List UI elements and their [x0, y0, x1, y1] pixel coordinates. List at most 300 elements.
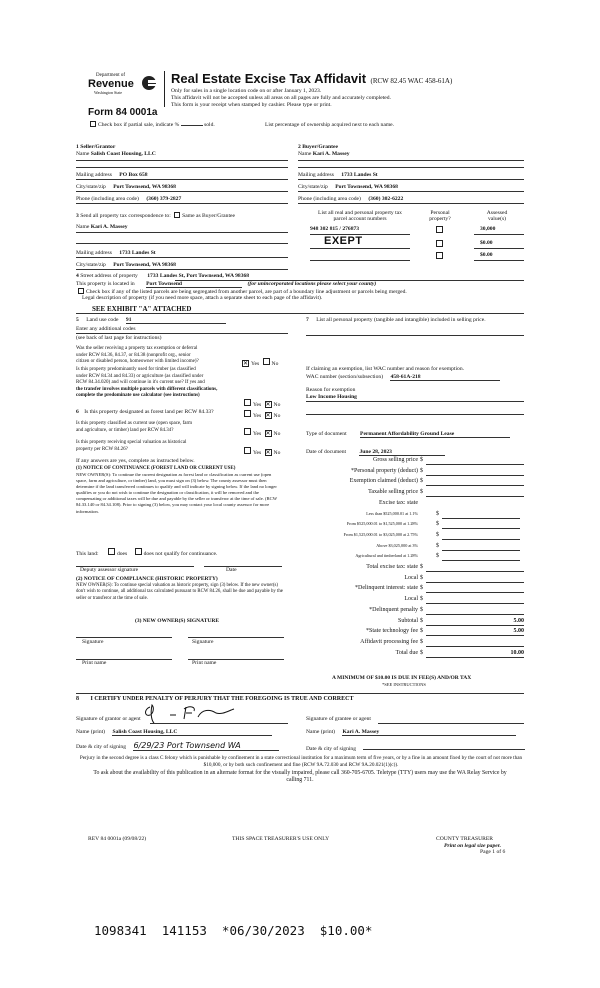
land-use-row [76, 317, 226, 324]
tax-row-label: Gross selling price [373, 457, 418, 463]
notice-compliance-body: NEW OWNER(S): To continue special valuation as historic property, sign (3) below. If the new owner(s) don't wish to continue, all additional tax calculated pursuant to RCW 84.26, shall be due and payable by the seller or transferor at the time of sale. [76, 583, 283, 601]
section7-num: 7 [306, 317, 309, 323]
same-as-buyer-label: Same as Buyer/Grantee [182, 213, 235, 219]
tax-row-dollar: $ [420, 649, 423, 656]
tax-row-dollar: $ [420, 628, 423, 635]
tax-row-label: *Delinquent interest: state [355, 585, 418, 592]
section3-name-line [76, 232, 288, 233]
street-value: 1733 Landes St, Port Townsend, WA 98368 [147, 273, 250, 279]
partial-sale-label: Check box if partial sale, indicate % [98, 122, 180, 128]
tax-row-dollar: $ [436, 553, 439, 560]
wac-row [306, 374, 500, 381]
same-as-buyer-checkbox[interactable] [174, 212, 180, 218]
land-use-code: 91 [126, 317, 226, 324]
section3-mail-label: Mailing address [76, 250, 112, 256]
forest-no-checkbox[interactable]: ✕ [265, 413, 271, 419]
seller-phone-line [76, 203, 288, 204]
tax-row-label: Local [404, 574, 418, 581]
doc-type-value: Permanent Affordability Ground Lease [360, 431, 510, 438]
form-title-text: Real Estate Excise Tax Affidavit [171, 71, 367, 86]
buyer-num: 2 [298, 144, 301, 150]
grantor-date-row [76, 741, 279, 751]
tax-row [306, 596, 526, 605]
seller-title: Seller/Grantor [80, 144, 116, 150]
tax-row-amount[interactable]: 5.00 [426, 628, 524, 636]
doc-type-label: Type of document [306, 431, 347, 437]
grantor-name: Salish Coast Housing, LLC [112, 729, 272, 736]
parcel-acct: EXEPT [324, 235, 363, 247]
tax-row-dollar: $ [436, 510, 439, 517]
no-label: No [273, 413, 281, 419]
certify-text: I CERTIFY UNDER PENALTY OF PERJURY THAT THE FOREGOING IS TRUE AND CORRECT [90, 696, 354, 702]
buyer-name: Kari A. Massey [312, 151, 350, 157]
page-number: Page 1 of 6 [480, 849, 506, 855]
additional-codes-label: Enter any additional codes [76, 326, 136, 332]
doc-date-row [306, 449, 445, 456]
grantee-name: Kari A. Massey [342, 729, 516, 736]
timber-yes-checkbox[interactable] [244, 399, 251, 406]
tax-row [306, 468, 526, 477]
notice-compliance-title: (2) NOTICE OF COMPLIANCE (HISTORIC PROPERTY) [76, 576, 218, 582]
grantor-name-row [76, 729, 272, 736]
tax-row-dollar: $ [420, 467, 423, 474]
revenue-logo-icon [140, 75, 158, 91]
personal-property-checkbox[interactable] [436, 252, 443, 259]
timber-no-checkbox[interactable]: ✕ [265, 402, 271, 408]
dept-line-2: Revenue [88, 78, 134, 90]
tax-row-dollar: $ [420, 585, 423, 592]
tax-row [306, 650, 526, 659]
seller-city-row [76, 184, 176, 190]
minimum-fee-note: A MINIMUM OF $10.00 IS DUE IN FEE(S) AND/OR TAX [332, 675, 472, 681]
current-use-q-b: and agriculture, or timber) land per RCW 84.34? [76, 427, 174, 433]
section7-text: List all personal property (tangible and intangible) included in selling price. [316, 317, 486, 323]
tax-row-label: *State technology fee [366, 628, 418, 635]
tax-row-amount[interactable]: 10.00 [426, 650, 524, 658]
tax-row-amount[interactable] [426, 478, 524, 486]
tax-row [306, 639, 526, 648]
timber-answer [244, 399, 280, 408]
section3-name: Kari A. Massey [90, 224, 128, 230]
grantee-date-row [306, 743, 525, 752]
location-note: (for unincorporated locations please select your county) [247, 281, 377, 287]
does-checkbox[interactable] [108, 548, 115, 555]
tax-row-amount[interactable] [442, 543, 520, 551]
perjury-notice: Perjury in the second degree is a class C felony which is punishable by confinement in a state correctional institution for a maximum term of five years, or by a fine in an amount fixed by the court of not more than $10,000, or by both such confinement and fine (RCW 9A.72.030 and RCW 9A.20.021(1)(c)). [79, 755, 523, 768]
parcel-value: 30,000 [480, 226, 496, 232]
tax-row [306, 478, 526, 487]
tax-row [306, 607, 526, 616]
buyer-phone: (360) 302-6222 [368, 196, 404, 202]
tax-row-amount[interactable] [426, 607, 524, 615]
exemption-q-c: citizen or disabled person, homeowner with limited income)? [76, 359, 199, 364]
tax-row-label: Subtotal [397, 617, 418, 624]
yes-label: Yes [253, 413, 262, 419]
section5-num: 5 [76, 317, 79, 323]
grantor-sig-line [150, 723, 288, 724]
tax-row-amount[interactable] [442, 532, 520, 540]
parcel-col2-head [423, 210, 457, 223]
current-use-q-a: Is this property classified as current use (open space, farm [76, 421, 193, 426]
county-treasurer: COUNTY TREASURER [436, 836, 494, 842]
parcel-col3-head-b: value(s) [487, 216, 507, 223]
tax-row-dollar: $ [420, 596, 423, 603]
legal-paper-note: Print on legal size paper. [444, 843, 502, 849]
treasurer-use: THIS SPACE TREASURER'S USE ONLY [232, 836, 330, 842]
personal-property-checkbox[interactable] [436, 240, 443, 247]
seller-phone-label: Phone (including area code) [76, 196, 139, 202]
historic-answer [244, 447, 280, 456]
segregated-label: Check box if any of the listed parcels are being segregated from another parcel, are part of a boundary line adjustment or parcels being merged. [86, 289, 407, 295]
tax-row-amount[interactable] [426, 585, 524, 593]
yes-label: Yes [251, 361, 260, 367]
seller-name-label: Name [76, 151, 90, 157]
tax-row-label: Excise tax: state [379, 499, 418, 506]
current-use-yes-checkbox[interactable] [244, 428, 251, 435]
owner-print-label-1: Print name [82, 660, 107, 666]
personal-property-checkbox[interactable] [436, 226, 443, 233]
form-number: Form 84 0001a [88, 107, 158, 118]
section3-mail-row [76, 250, 156, 256]
seller-phone-row [76, 196, 181, 202]
tax-row-label: From $525,000.01 to $1,525,000 at 1.28% [346, 521, 418, 527]
tax-row-dollar: $ [420, 478, 423, 485]
seller-mail-label: Mailing address [76, 172, 112, 178]
deputy-date-label: Date [226, 567, 237, 573]
deputy-sig-label: Deputy assessor signature [80, 567, 139, 573]
exemption-answer [242, 358, 278, 367]
wac-label: WAC number (section/subsection) [306, 374, 384, 380]
seller-phone: (360) 379-2827 [146, 196, 182, 202]
grantee-date-label: Date & city of signing [306, 746, 357, 752]
seller-mail-row [76, 172, 148, 178]
tax-row [306, 628, 526, 637]
wac-value: 458-61A-218 [390, 374, 500, 381]
no-label: No [273, 450, 281, 456]
parcel-col1-head [300, 210, 420, 223]
buyer-phone-row [298, 196, 403, 202]
seller-mail: PO Box 658 [119, 172, 148, 178]
personal-property-question [306, 317, 524, 323]
buyer-name-label: Name [298, 151, 312, 157]
section3-city: Port Townsend, WA 98368 [113, 262, 176, 268]
parcel-value-line [474, 248, 524, 249]
revenue-logo [88, 73, 160, 99]
reason-line-2 [306, 414, 524, 415]
parcel-row [310, 225, 524, 235]
tax-row-label: *Delinquent penalty [369, 606, 418, 613]
parcel-col3-head [470, 210, 524, 223]
historic-no-checkbox[interactable]: ✕ [265, 450, 271, 456]
tax-row-amount[interactable] [426, 564, 524, 572]
tax-row-amount[interactable] [442, 521, 520, 529]
section3-city-label: City/state/zip [76, 262, 106, 268]
tax-row-dollar: $ [420, 457, 423, 463]
section3-mail-line [76, 257, 288, 258]
exhibit-reference: SEE EXHIBIT "A" ATTACHED [92, 305, 192, 313]
tax-row-label: *Personal property (deduct) [351, 467, 418, 474]
section4-num: 4 [76, 273, 79, 279]
partial-sale-row [88, 121, 215, 128]
doc-date-label: Date of document [306, 449, 347, 455]
seller-line-2 [76, 167, 288, 168]
dept-line-1: Department of [96, 73, 126, 78]
parcel-value-line [474, 260, 524, 261]
tax-row-label: Total due [395, 649, 418, 656]
buyer-mail: 1733 Landes St [341, 172, 378, 178]
tax-row-dollar: $ [420, 606, 423, 613]
section4-street-row [76, 273, 249, 279]
tax-row [306, 585, 526, 594]
buyer-mail-row [298, 172, 378, 178]
reason-line [306, 401, 524, 402]
section3-name-label: Name [76, 224, 90, 230]
exemption-q-a: Was the seller receiving a property tax exemption or deferral [76, 346, 198, 351]
header-line-1: Only for sales in a single location code on or after January 1, 2023. [171, 88, 322, 94]
forest-yes-checkbox[interactable] [244, 410, 251, 417]
tax-row [306, 489, 526, 498]
historic-q-b: property per RCW 84.26? [76, 446, 128, 452]
reason-value: Low Income Housing [306, 394, 357, 400]
parcel-row [310, 251, 524, 261]
buyer-city-row [298, 184, 398, 190]
section3-num: 3 [76, 213, 79, 219]
buyer-phone-line [298, 203, 524, 204]
parcel-col3-head-a: Assessed [486, 210, 508, 216]
sold-label: sold. [204, 122, 215, 128]
current-use-question [76, 421, 192, 434]
tax-row-amount[interactable] [426, 639, 524, 647]
seller-num: 1 [76, 144, 79, 150]
section3-city-row [76, 262, 176, 268]
buyer-heading [298, 144, 338, 150]
current-use-no-checkbox[interactable]: ✕ [265, 431, 271, 437]
tax-row-label: From $1,525,000.01 to $3,025,000 at 2.75% [343, 531, 418, 537]
tax-row-label: Taxable selling price [368, 489, 418, 496]
timber-q-e: complete the predominate use calculator (see instructions) [76, 393, 200, 398]
grantor-date-city: 6/29/23 Port Townsend WA [133, 741, 279, 751]
section3-name-row [76, 224, 128, 230]
buyer-city: Port Townsend, WA 98368 [335, 184, 398, 190]
tax-row-dollar: $ [420, 574, 423, 581]
buyer-line-2 [298, 167, 524, 168]
tax-row [306, 511, 526, 520]
wac-question: If claiming an exemption, list WAC number and reason for exemption. [306, 366, 465, 372]
tax-row [306, 618, 526, 627]
notice-continuance-title: (1) NOTICE OF CONTINUANCE (FOREST LAND OR CURRENT USE) [76, 466, 236, 471]
buyer-title: Buyer/Grantee [302, 144, 338, 150]
no-label: No [273, 431, 281, 437]
see-instructions: *SEE INSTRUCTIONS [382, 682, 426, 687]
buyer-city-line [298, 191, 524, 192]
reason-label: Reason for exemption [306, 387, 356, 393]
codes-instructions: (see back of last page for instructions) [76, 335, 162, 341]
tax-row [306, 564, 526, 573]
grantee-name-row [306, 729, 516, 736]
tax-row-label: Above $3,025,000 at 3% [376, 542, 418, 548]
tax-row-dollar: $ [420, 489, 423, 496]
tax-row-amount[interactable] [426, 468, 524, 476]
historic-yes-checkbox[interactable] [244, 447, 251, 454]
historic-question [76, 440, 186, 453]
tax-row [306, 532, 526, 541]
parcel-row [310, 237, 524, 249]
street-label: Street address of property [80, 273, 138, 279]
timber-q-c: RCW 84.34.020) and will continue in it's current use? If yes and [76, 380, 205, 385]
seller-city: Port Townsend, WA 98368 [113, 184, 176, 190]
tax-row-label: Agricultural and timberland at 1.28% [355, 553, 418, 559]
doc-date-value: June 28, 2023 [359, 449, 445, 456]
tax-row-amount[interactable] [426, 457, 524, 465]
buyer-mail-label: Mailing address [298, 172, 334, 178]
section8-num: 8 [76, 696, 79, 702]
parcel-acct-line [310, 248, 410, 249]
parcel-col1-head-b: parcel account numbers [333, 216, 387, 223]
parcel-col2-head-a: Personal [430, 210, 450, 216]
owner-sig-line-2 [188, 637, 284, 638]
yes-label: Yes [253, 450, 262, 456]
form-title [171, 72, 452, 87]
parcel-col2-head-b: property? [429, 216, 451, 223]
grantor-name-label: Name (print) [76, 729, 106, 735]
location-value: Port Townsend [146, 281, 242, 288]
accessibility-notice: To ask about the availability of this publication in an alternate format for the visually impaired, please call 360-705-6705. Teletype (TTY) users may use the WA Relay Service by calling 711. [93, 770, 507, 783]
section6-num: 6 [76, 409, 79, 415]
tax-row-amount[interactable] [426, 575, 524, 583]
buyer-city-label: City/state/zip [298, 184, 328, 190]
grantee-sig-line [378, 723, 524, 724]
owner-sig-label-1: Signature [82, 639, 104, 645]
segregated-checkbox[interactable] [78, 288, 84, 294]
tax-row-dollar: $ [420, 564, 423, 570]
does-not-checkbox[interactable] [135, 548, 142, 555]
header-line-2: This affidavit will not be accepted unless all areas on all pages are fully and accurately completed. [171, 95, 391, 101]
header-divider [164, 71, 165, 107]
forest-answer [244, 410, 280, 419]
revision-code: REV 84 0001a (09/08/22) [88, 836, 147, 842]
owner-print-label-2: Print name [192, 660, 217, 666]
section3-mail: 1733 Landes St [119, 250, 156, 256]
timber-q-a: Is this property predominantly used for timber (as classified [76, 367, 196, 372]
timber-q-b: under RCW 84.34 and 84.33) or agriculture (as classified under [76, 373, 204, 379]
no-label: No [273, 402, 281, 408]
grantor-signature [140, 701, 240, 725]
buyer-mail-line [298, 179, 524, 180]
seller-city-line [76, 191, 288, 192]
current-use-answer [244, 428, 280, 437]
tax-row [306, 500, 526, 509]
tax-row-amount[interactable] [426, 596, 524, 604]
form-title-ref: (RCW 82.45 WAC 458-61A) [370, 77, 453, 85]
tax-row-dollar: $ [436, 542, 439, 549]
timber-question [76, 367, 288, 400]
grantor-date-label: Date & city of signing [76, 744, 127, 750]
buyer-phone-label: Phone (including area code) [298, 196, 361, 202]
continuance-row [76, 548, 217, 557]
section3-row [76, 212, 235, 219]
legal-description-label: Legal description of property (if you need more space, attach a separate sheet to each page of the affidavit). [82, 295, 323, 301]
if-any-yes: If any answers are yes, complete as instructed below. [76, 458, 195, 464]
tax-row [306, 553, 526, 562]
timber-q-d: the transfer involves multiple parcels with different classifications, [76, 386, 218, 392]
location-label: This property is located in [76, 281, 135, 287]
grantee-name-label: Name (print) [306, 729, 336, 735]
tax-row-amount[interactable] [426, 489, 524, 497]
section3-line-2 [76, 243, 288, 244]
tax-row-label: Total excise tax: state [366, 564, 418, 570]
owner-sig-label-2: Signature [192, 639, 214, 645]
section3-city-line [76, 269, 288, 270]
does-not-label: does not qualify for continuance. [143, 551, 218, 557]
section3-label: Send all property tax correspondence to: [80, 213, 171, 219]
does-label: does [116, 551, 128, 557]
exemption-yes-checkbox[interactable]: ✕ [243, 361, 249, 367]
land-use-label: Land use code [86, 317, 119, 323]
tax-row [306, 521, 526, 530]
tax-row-dollar: $ [436, 531, 439, 538]
personal-property-line [306, 335, 524, 336]
tax-row-label: Affidavit processing fee [360, 638, 418, 645]
seller-name-row [76, 151, 288, 157]
historic-q-a: Is this property receiving special valuation as historical [76, 440, 187, 445]
exemption-q-b: under RCW 84.36, 84.37, or 84.38 (nonprofit org., senior [76, 352, 191, 358]
additional-codes-line [76, 333, 288, 334]
parcel-value-line [474, 234, 524, 235]
new-owner-sig-title: (3) NEW OWNER(S) SIGNATURE [135, 618, 219, 624]
this-land-label: This land: [76, 551, 99, 557]
tax-row-label: Local [404, 596, 418, 603]
owner-sig-line-1 [76, 637, 172, 638]
tax-row-amount[interactable] [442, 511, 520, 519]
tax-row-dollar: $ [420, 638, 423, 645]
tax-row [306, 457, 526, 466]
parcel-value: $0.00 [480, 240, 493, 246]
tax-row [306, 575, 526, 584]
tax-row-label: Less than $525,000.01 at 1.1% [366, 510, 418, 516]
tax-row-dollar: $ [436, 521, 439, 528]
seller-name: Salish Coast Housing, LLC [90, 151, 156, 157]
legal-line [76, 313, 524, 314]
deputy-date-line [204, 566, 282, 567]
grantor-sig-label: Signature of grantor or agent [76, 716, 141, 722]
tax-row [306, 543, 526, 552]
tax-row-dollar: $ [420, 617, 423, 624]
forest-question [76, 409, 214, 415]
seller-mail-line [76, 179, 288, 180]
buyer-name-line [298, 160, 524, 161]
recording-stamp: 1098341 141153 *06/30/2023 $10.00* [94, 923, 373, 938]
exemption-no-checkbox[interactable] [263, 358, 270, 365]
parcel-col1-head-a: List all real and personal property tax [318, 210, 402, 216]
buyer-name-row [298, 151, 350, 157]
grantee-sig-label: Signature of grantee or agent [306, 716, 371, 722]
tax-row-amount[interactable] [442, 553, 520, 561]
doc-type-row [306, 431, 510, 438]
no-label: No [271, 361, 279, 367]
tax-row-amount[interactable]: 5.00 [426, 618, 524, 626]
dept-line-3: Washington State [94, 90, 123, 95]
tax-row-label: Exemption claimed (deduct) [349, 478, 418, 485]
yes-label: Yes [253, 402, 262, 408]
section8-rule [76, 693, 524, 694]
header-line-3: This form is your receipt when stamped by cashier. Please type or print. [171, 102, 332, 108]
forest-q: Is this property designated as forest land per RCW 84.33? [84, 409, 214, 415]
partial-sale-checkbox[interactable] [90, 121, 96, 127]
seller-heading [76, 144, 115, 150]
seller-city-label: City/state/zip [76, 184, 106, 190]
parcel-acct-line [310, 260, 410, 261]
yes-label: Yes [253, 431, 262, 437]
